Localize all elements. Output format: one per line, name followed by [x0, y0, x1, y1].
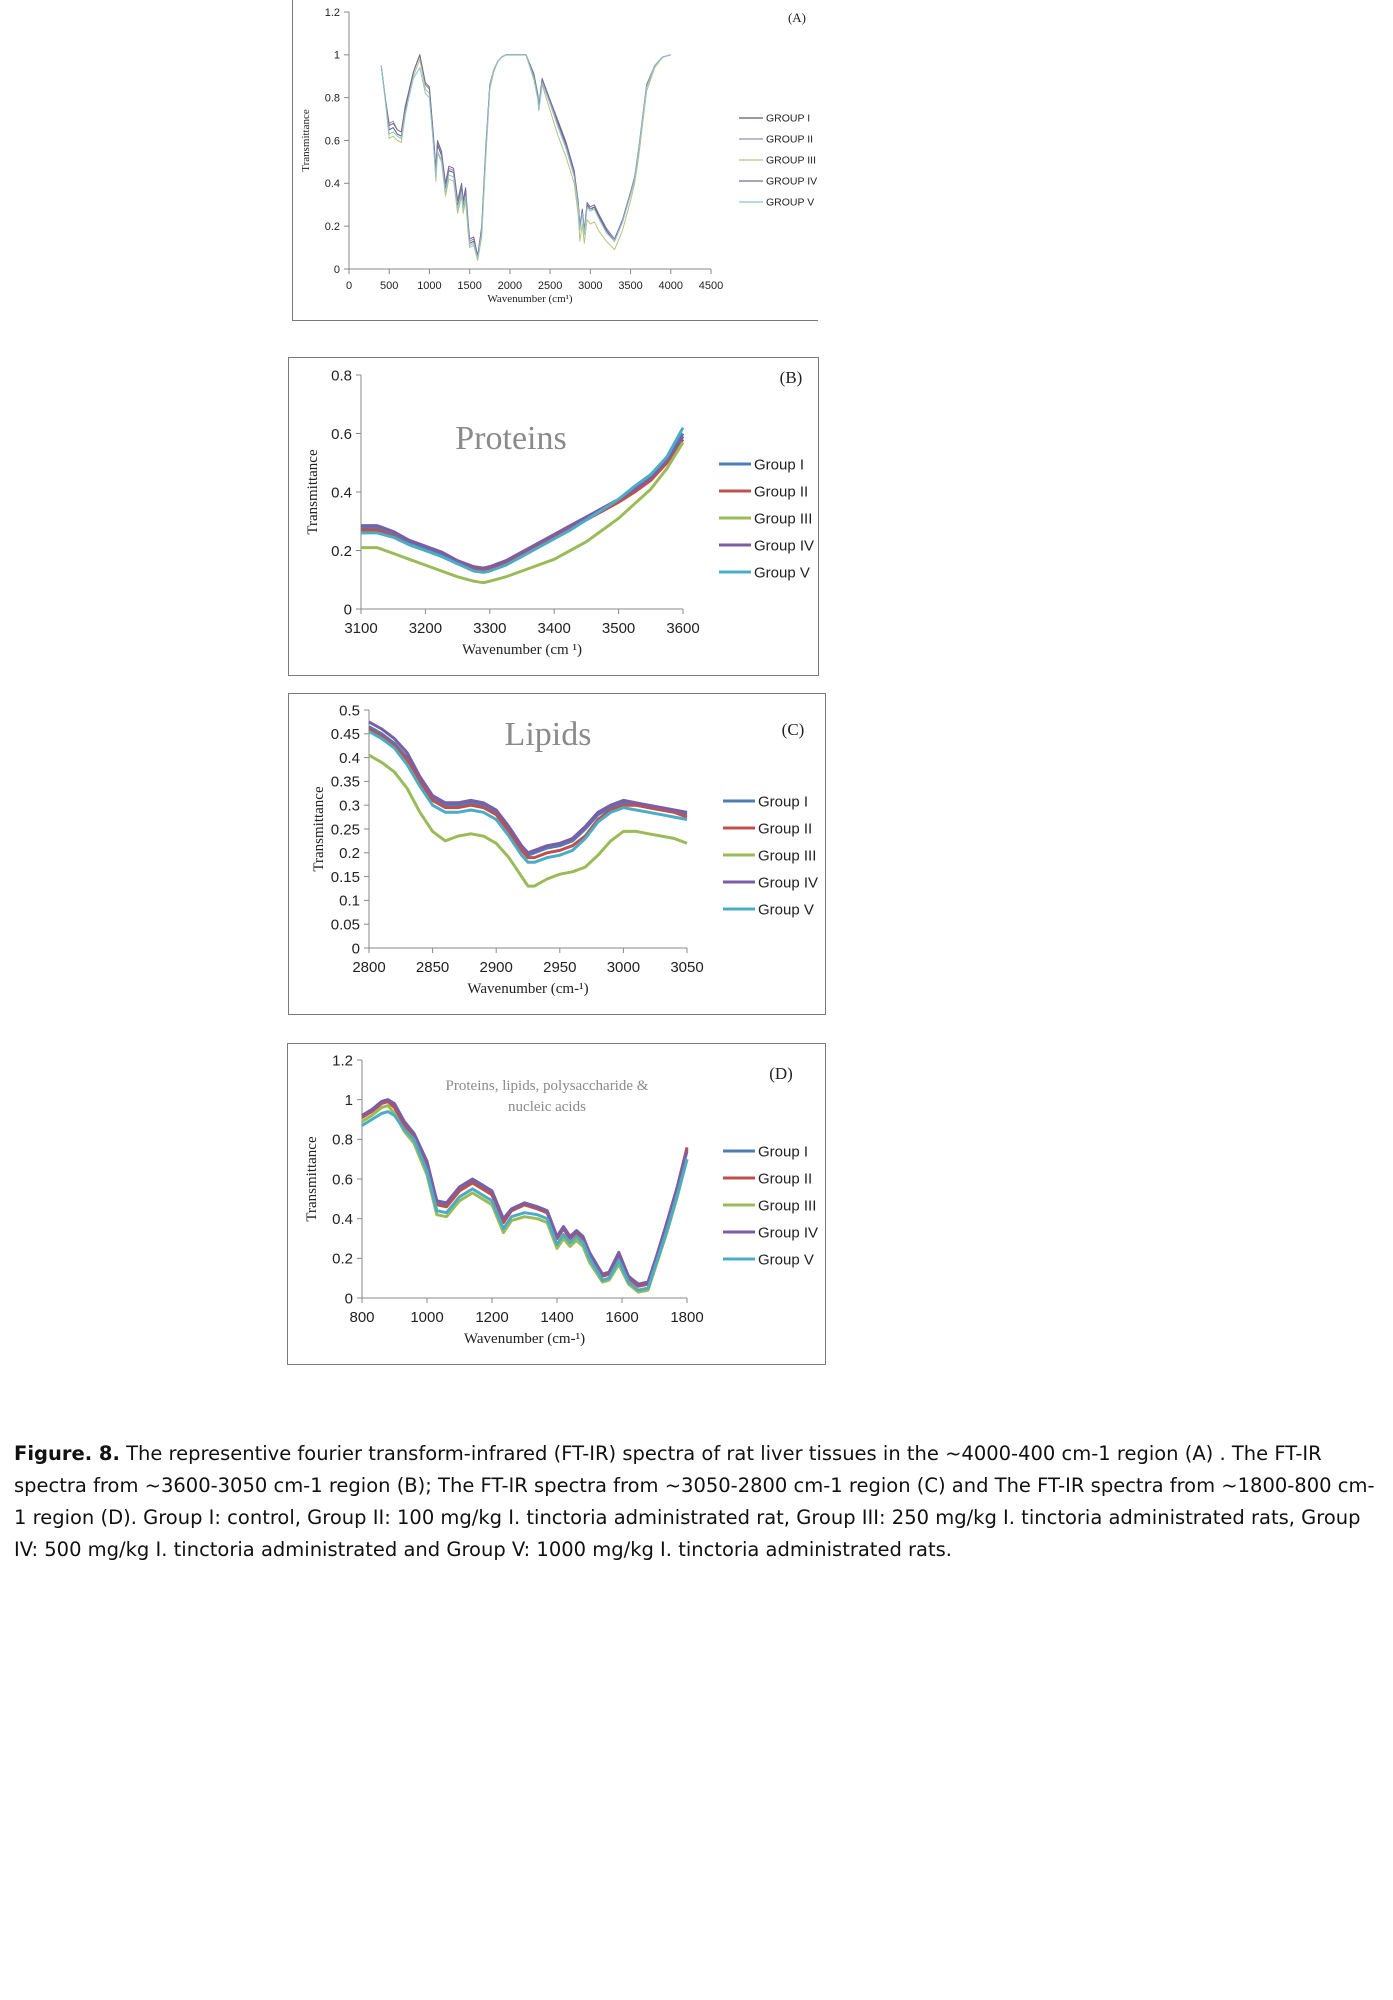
chart-c-y-axis-label: Transmittance — [311, 786, 327, 872]
chart-a-y-tick-label: 0.4 — [324, 178, 340, 191]
chart-d-x-tick-label: 800 — [349, 1309, 375, 1326]
chart-c-x-tick-label: 3050 — [670, 959, 704, 976]
chart-a-x-tick-label: 0 — [345, 280, 353, 292]
chart-a-x-axis-label: Wavenumber (cm¹) — [487, 293, 573, 305]
chart-a-legend-label: GROUP I — [766, 112, 811, 125]
chart-a-legend-label: GROUP III — [766, 154, 816, 167]
chart-d-x-tick-label: 1800 — [670, 1309, 704, 1326]
chart-a-x-tick-label: 500 — [380, 280, 399, 292]
chart-a-x-tick-label: 1000 — [417, 280, 442, 292]
chart-d-series-line-4 — [362, 1100, 687, 1284]
chart-b-y-tick-label: 0.6 — [331, 425, 352, 443]
chart-a-x-tick-label: 2000 — [497, 280, 523, 292]
chart-c-y-tick-label: 0.2 — [339, 845, 360, 863]
chart-d-y-tick-label: 0.6 — [332, 1171, 353, 1189]
chart-b-x-tick-label: 3400 — [537, 620, 571, 637]
chart-a-legend-label: GROUP V — [766, 196, 815, 209]
chart-b-legend-label: Group IV — [754, 537, 815, 555]
chart-a-svg — [300, 0, 1047, 412]
chart-c-y-tick-label: 0.45 — [330, 726, 360, 744]
chart-b-annotation: Proteins — [455, 420, 567, 457]
chart-c-legend-label: Group I — [758, 793, 809, 811]
chart-c-annotation: Lipids — [504, 716, 592, 753]
chart-d-annotation-line: Proteins, lipids, polysaccharide & — [445, 1078, 649, 1094]
chart-panel-b — [288, 357, 819, 676]
chart-a-panel-label: (A) — [787, 10, 807, 25]
chart-c-x-tick-label: 2850 — [415, 959, 450, 976]
chart-a-x-tick-label: 3000 — [578, 280, 603, 292]
chart-a-y-tick-label: 0.8 — [324, 92, 340, 105]
chart-c-y-tick-label: 0.15 — [330, 868, 360, 886]
chart-d-y-tick-label: 0.8 — [332, 1131, 353, 1149]
chart-a-legend-label: GROUP IV — [766, 175, 818, 188]
figure-caption — [14, 1438, 1384, 1566]
chart-d-y-tick-label: 1 — [344, 1091, 353, 1109]
chart-c-legend-label: Group V — [758, 901, 814, 919]
chart-a-x-tick-label: 2500 — [537, 280, 563, 292]
chart-d-y-tick-label: 0.4 — [332, 1210, 353, 1228]
chart-b-legend-label: Group II — [754, 483, 809, 501]
chart-panel-d — [287, 1043, 826, 1365]
chart-a-series-line-3 — [381, 55, 671, 261]
chart-b-y-tick-label: 0.2 — [331, 542, 352, 560]
chart-d-legend-label: Group III — [758, 1197, 817, 1215]
chart-d-y-tick-label: 0.2 — [332, 1250, 353, 1268]
chart-b-x-tick-label: 3100 — [344, 620, 378, 637]
chart-d-svg — [304, 1044, 1058, 1457]
chart-b-y-axis-label: Transmittance — [305, 449, 321, 535]
chart-c-panel-label: (C) — [781, 720, 805, 739]
chart-c-x-tick-label: 3000 — [606, 959, 641, 976]
chart-b-y-tick-label: 0.8 — [331, 367, 352, 385]
chart-c-x-tick-label: 2900 — [479, 959, 513, 976]
chart-d-y-axis-label: Transmittance — [304, 1136, 320, 1222]
chart-c-y-tick-label: 0.4 — [339, 749, 360, 767]
chart-c-x-axis-label: Wavenumber (cm-¹) — [467, 981, 589, 997]
chart-d-y-tick-label: 0 — [344, 1290, 353, 1308]
chart-c-x-tick-label: 2800 — [352, 959, 386, 976]
chart-c-y-tick-label: 0.5 — [339, 702, 360, 720]
chart-a-y-tick-label: 1.2 — [324, 6, 340, 19]
chart-c-y-tick-label: 0 — [351, 940, 360, 958]
chart-d-x-tick-label: 1400 — [540, 1309, 574, 1326]
chart-b-legend-label: Group I — [754, 456, 805, 474]
chart-b-x-tick-label: 3300 — [473, 620, 507, 637]
chart-b-x-tick-label: 3600 — [666, 620, 700, 637]
chart-c-legend-label: Group III — [758, 847, 817, 865]
chart-a-y-tick-label: 0.2 — [324, 221, 340, 234]
chart-a-x-tick-label: 1500 — [457, 280, 482, 292]
chart-c-x-tick-label: 2950 — [543, 959, 577, 976]
chart-d-x-tick-label: 1200 — [475, 1309, 509, 1326]
chart-panel-a — [292, 0, 818, 321]
chart-a-y-axis-label: Transmittance — [300, 109, 312, 172]
chart-a-y-tick-label: 1 — [333, 49, 340, 62]
chart-d-legend-label: Group II — [758, 1170, 813, 1188]
chart-d-panel-label: (D) — [769, 1064, 793, 1083]
chart-a-y-tick-label: 0.6 — [324, 135, 340, 148]
caption-label: Figure. 8. — [14, 1442, 120, 1465]
chart-panel-c — [288, 693, 826, 1015]
chart-d-x-axis-label: Wavenumber (cm-¹) — [463, 1331, 586, 1347]
chart-c-y-tick-label: 0.1 — [339, 892, 360, 910]
chart-d-x-tick-label: 1000 — [410, 1309, 444, 1326]
chart-d-legend-label: Group IV — [758, 1224, 819, 1242]
chart-c-y-tick-label: 0.05 — [330, 916, 360, 934]
chart-d-y-tick-label: 1.2 — [332, 1052, 353, 1070]
chart-c-y-tick-label: 0.35 — [330, 773, 360, 791]
chart-d-legend-label: Group V — [758, 1251, 814, 1269]
chart-c-legend-label: Group II — [758, 820, 813, 838]
caption-text: The representive fourier transform-infrared (FT-IR) spectra of rat liver tissues in the ~4000-400 cm-1 region (A) . The FT-IR spectra from ~3600-3050 cm-1 region (B); The FT-IR spectra from ~3050-2800 cm-1 region (C) and The FT-IR spectra from ~1800-800 cm-1 region (D). Group I: control, Group II: 100 mg/kg I. tinctoria administrated rat, Group III: 250 mg/kg I. tinctoria administrated rats, Group IV: 500 mg/kg I. tinctoria administrated and Group V: 1000 mg/kg I. tinctoria administrated rats. — [14, 1442, 1375, 1561]
chart-b-y-tick-label: 0.4 — [331, 484, 352, 502]
chart-a-x-tick-label: 4500 — [698, 280, 724, 292]
chart-c-y-tick-label: 0.25 — [330, 821, 360, 839]
chart-b-x-tick-label: 3500 — [601, 620, 636, 637]
chart-a-legend-label: GROUP II — [766, 133, 814, 146]
chart-b-x-axis-label: Wavenumber (cm ¹) — [462, 642, 582, 658]
chart-b-x-tick-label: 3200 — [408, 620, 443, 637]
chart-b-legend-label: Group III — [754, 510, 813, 528]
chart-b-legend-label: Group V — [754, 564, 810, 582]
chart-c-legend-label: Group IV — [758, 874, 819, 892]
chart-b-series-line-3 — [361, 442, 683, 582]
chart-a-x-tick-label: 3500 — [618, 280, 643, 292]
chart-b-panel-label: (B) — [779, 368, 803, 387]
chart-d-legend-label: Group I — [758, 1143, 809, 1161]
chart-d-x-tick-label: 1600 — [605, 1309, 639, 1326]
chart-a-x-tick-label: 4000 — [658, 280, 684, 292]
chart-c-y-tick-label: 0.3 — [339, 797, 360, 815]
chart-b-y-tick-label: 0 — [343, 601, 352, 619]
chart-a-y-tick-label: 0 — [333, 263, 340, 276]
chart-d-annotation-line: nucleic acids — [508, 1099, 586, 1115]
